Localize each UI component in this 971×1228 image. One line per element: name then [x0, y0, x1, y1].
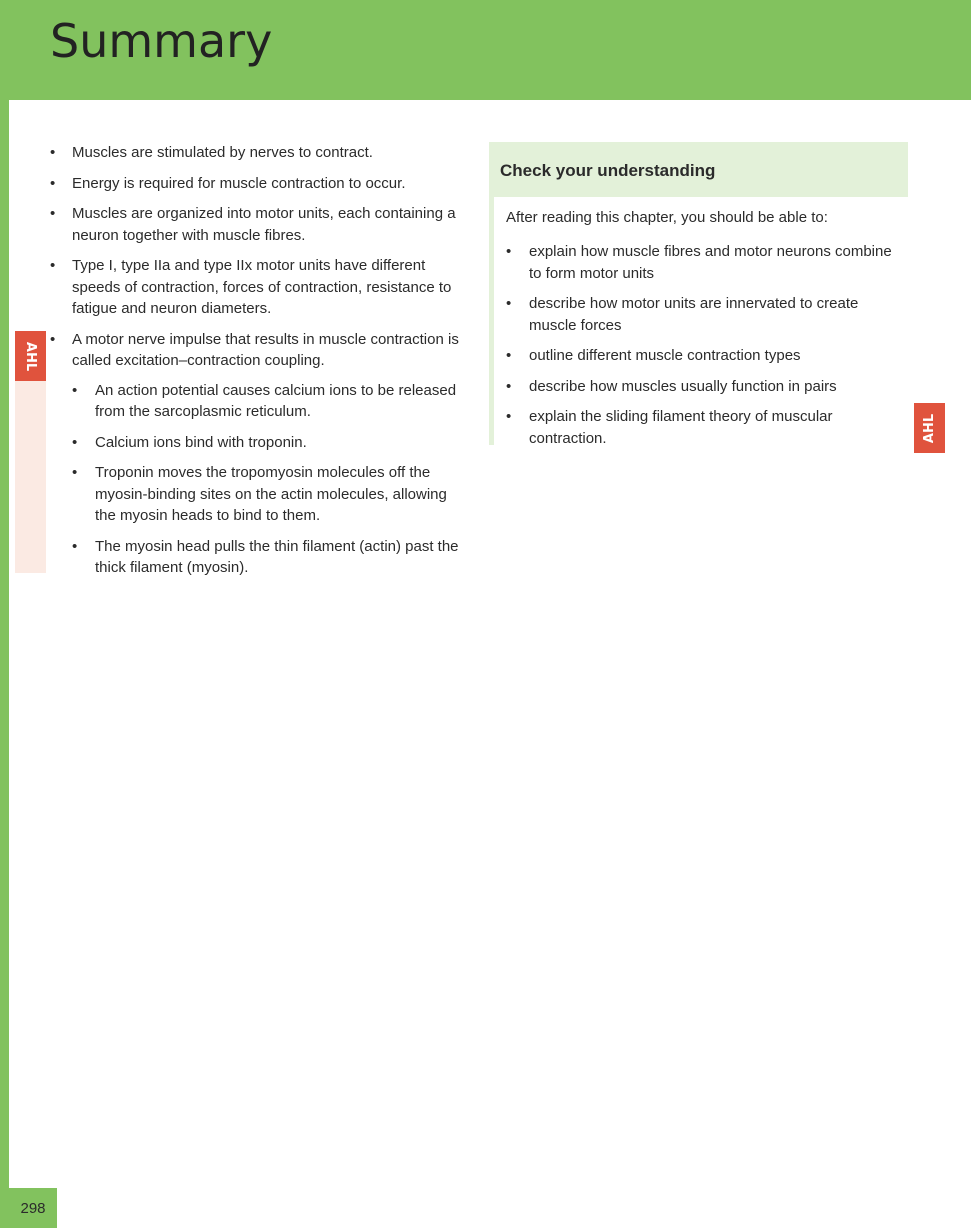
- check-understanding-header: [489, 142, 908, 197]
- summary-list: [50, 142, 470, 588]
- ahl-tag-right: [914, 403, 945, 453]
- summary-sub-item: • Calcium ions bind with troponin.: [72, 432, 470, 454]
- summary-item: • Energy is required for muscle contraction to occur.: [50, 173, 470, 195]
- summary-sub-item: • Troponin moves the tropomyosin molecules off the myosin-binding sites on the actin molecules, allowing the myosin heads to bind to them.: [72, 462, 470, 527]
- summary-sub-list: [72, 380, 470, 579]
- summary-item: [50, 329, 470, 579]
- check-understanding-intro: After reading this chapter, you should be able to:: [506, 209, 828, 226]
- check-understanding-title: Check your understanding: [500, 161, 716, 180]
- summary-sub-item: • An action potential causes calcium ions to be released from the sarcoplasmic reticulum.: [72, 380, 470, 423]
- objective-item: • outline different muscle contraction types: [506, 345, 896, 367]
- summary-sub-item: • The myosin head pulls the thin filament (actin) past the thick filament (myosin).: [72, 536, 470, 579]
- ahl-tag-left: [15, 331, 46, 381]
- summary-item: • Muscles are stimulated by nerves to contract.: [50, 142, 470, 164]
- check-understanding-box: [489, 142, 908, 445]
- page-number: 298: [9, 1188, 57, 1228]
- check-understanding-list: [506, 241, 896, 458]
- left-edge-strip: [0, 0, 9, 1228]
- summary-item: • Type I, type IIa and type IIx motor units have different speeds of contraction, forces of contraction, resistance to fatigue and neuron diameters.: [50, 255, 470, 320]
- objective-item: • explain the sliding filament theory of muscular contraction.: [506, 406, 896, 449]
- objective-item: • explain how muscle fibres and motor neurons combine to form motor units: [506, 241, 896, 284]
- summary-item: • Muscles are organized into motor units, each containing a neuron together with muscle fibres.: [50, 203, 470, 246]
- objective-item: • describe how muscles usually function in pairs: [506, 376, 896, 398]
- objective-item: • describe how motor units are innervated to create muscle forces: [506, 293, 896, 336]
- summary-item-text: A motor nerve impulse that results in muscle contraction is called excitation–contraction coupling.: [72, 330, 459, 369]
- page-title: Summary: [50, 14, 273, 68]
- check-understanding-side-rule: [489, 197, 494, 445]
- header-band: [0, 0, 971, 100]
- ahl-tag-right-label: AHL: [921, 413, 937, 443]
- ahl-tag-left-label: AHL: [22, 341, 38, 371]
